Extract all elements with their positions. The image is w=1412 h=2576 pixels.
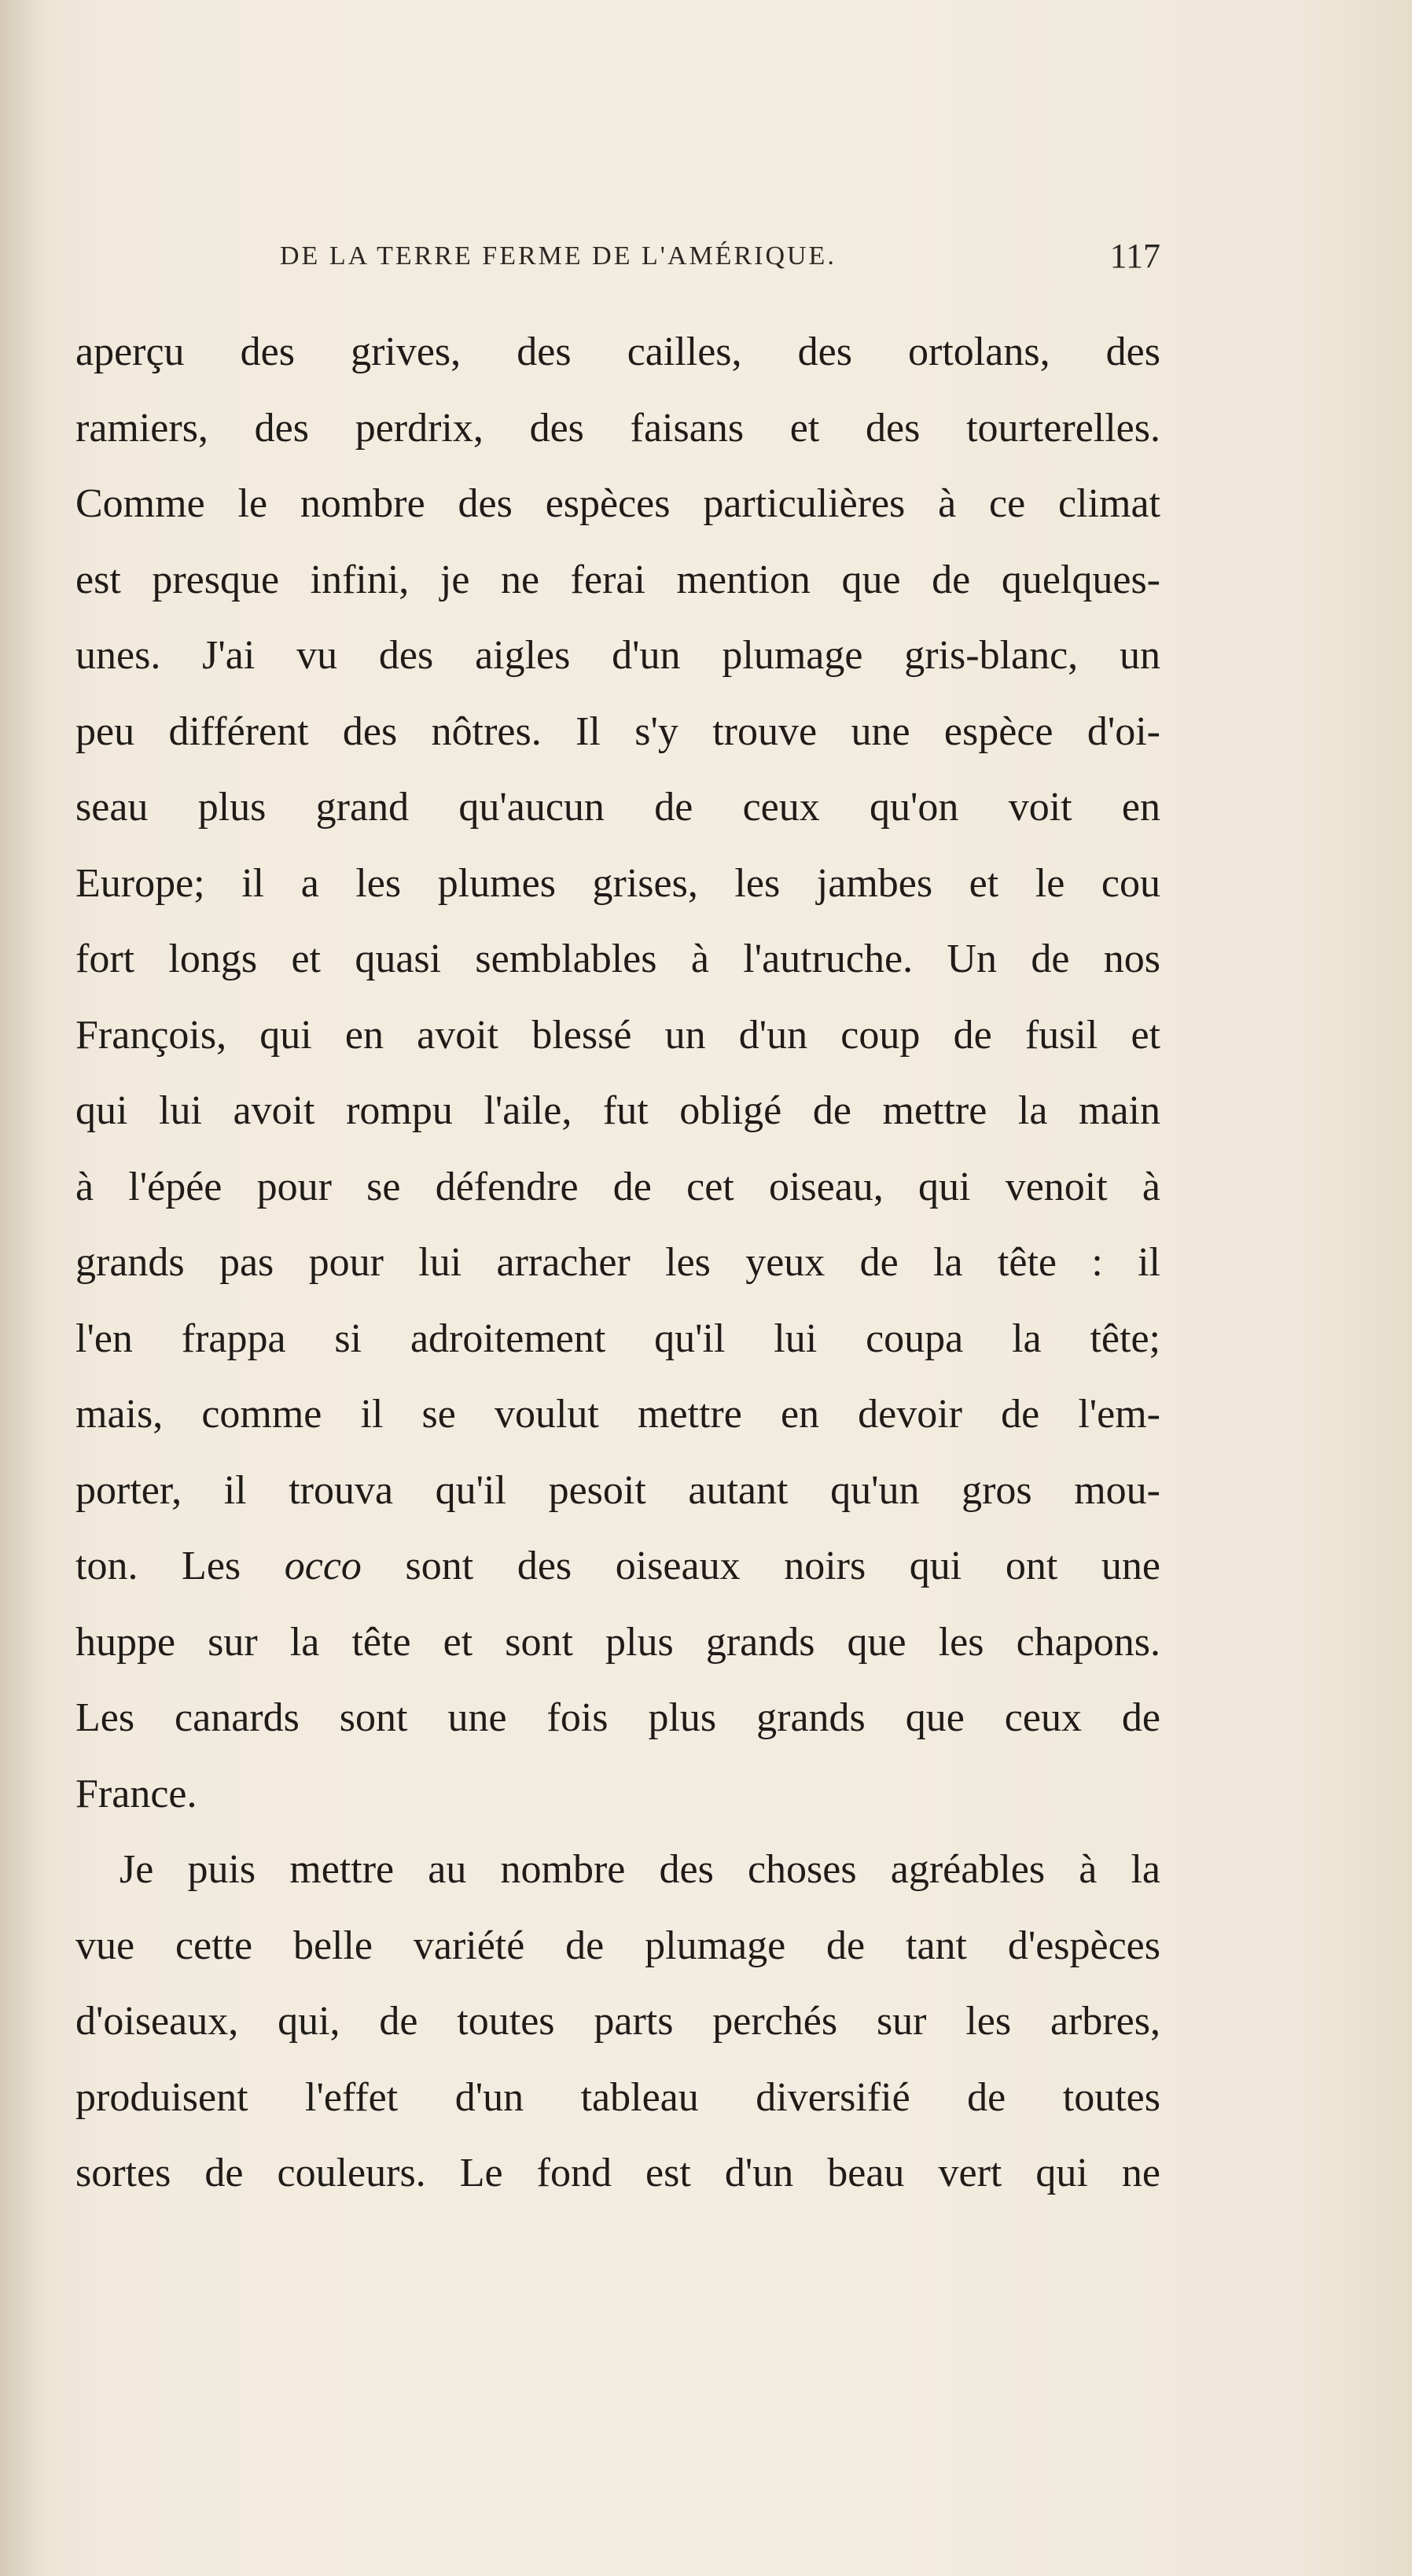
- text-line: porter, il trouva qu'il pesoit autant qu'un gros mou-: [75, 1467, 1160, 1513]
- text-line: Europe; il a les plumes grises, les jambes et le cou: [75, 860, 1160, 906]
- text-line: vue cette belle variété de plumage de tant d'espèces: [75, 1923, 1160, 1968]
- page-gutter-shadow: [0, 0, 47, 2576]
- text-line: sortes de couleurs. Le fond est d'un beau vert qui ne: [75, 2151, 1160, 2195]
- text-fragment: ton. Les: [75, 1544, 285, 1588]
- text-line: huppe sur la tête et sont plus grands que les chapons.: [75, 1619, 1160, 1665]
- text-line: l'en frappa si adroitement qu'il lui coupa la tête;: [75, 1316, 1160, 1361]
- text-line: grands pas pour lui arracher les yeux de la tête : il: [75, 1240, 1160, 1285]
- text-line: ramiers, des perdrix, des faisans et des tourterelles.: [75, 405, 1160, 451]
- text-line: mais, comme il se voulut mettre en devoir de l'em-: [75, 1392, 1160, 1437]
- text-line: à l'épée pour se défendre de cet oiseau, qui venoit à: [75, 1164, 1160, 1209]
- text-fragment: sont des oiseaux noirs qui ont une: [361, 1544, 1160, 1588]
- text-line: qui lui avoit rompu l'aile, fut obligé de mettre la main: [75, 1088, 1160, 1133]
- text-line: produisent l'effet d'un tableau diversifié de toutes: [75, 2074, 1160, 2120]
- running-title: DE LA TERRE FERME DE L'AMÉRIQUE.: [280, 241, 837, 270]
- text-line: François, qui en avoit blessé un d'un coup de fusil et: [75, 1012, 1160, 1058]
- text-line: France.: [75, 1771, 197, 1816]
- text-line: fort longs et quasi semblables à l'autruche. Un de nos: [75, 937, 1160, 981]
- text-line: est presque infini, je ne ferai mention que de quelques-: [75, 557, 1160, 602]
- paragraph-first-line: Je puis mettre au nombre des choses agréables à la: [120, 1847, 1160, 1892]
- text-line: unes. J'ai vu des aigles d'un plumage gris-blanc, un: [75, 633, 1160, 678]
- running-head: [75, 233, 1160, 280]
- text-line: seau plus grand qu'aucun de ceux qu'on voit en: [75, 785, 1160, 830]
- text-line: Comme le nombre des espèces particulières à ce climat: [75, 481, 1160, 526]
- italic-word-occo: occo: [284, 1544, 362, 1588]
- text-line: aperçu des grives, des cailles, des ortolans, des: [75, 329, 1160, 374]
- page-number: 117: [1109, 237, 1160, 275]
- text-line-occo: [75, 1529, 1160, 1605]
- text-line: peu différent des nôtres. Il s'y trouve une espèce d'oi-: [75, 708, 1160, 754]
- text-line: d'oiseaux, qui, de toutes parts perchés sur les arbres,: [75, 1999, 1160, 2044]
- text-line: Les canards sont une fois plus grands que ceux de: [75, 1695, 1160, 1740]
- body-text: [75, 315, 1160, 2212]
